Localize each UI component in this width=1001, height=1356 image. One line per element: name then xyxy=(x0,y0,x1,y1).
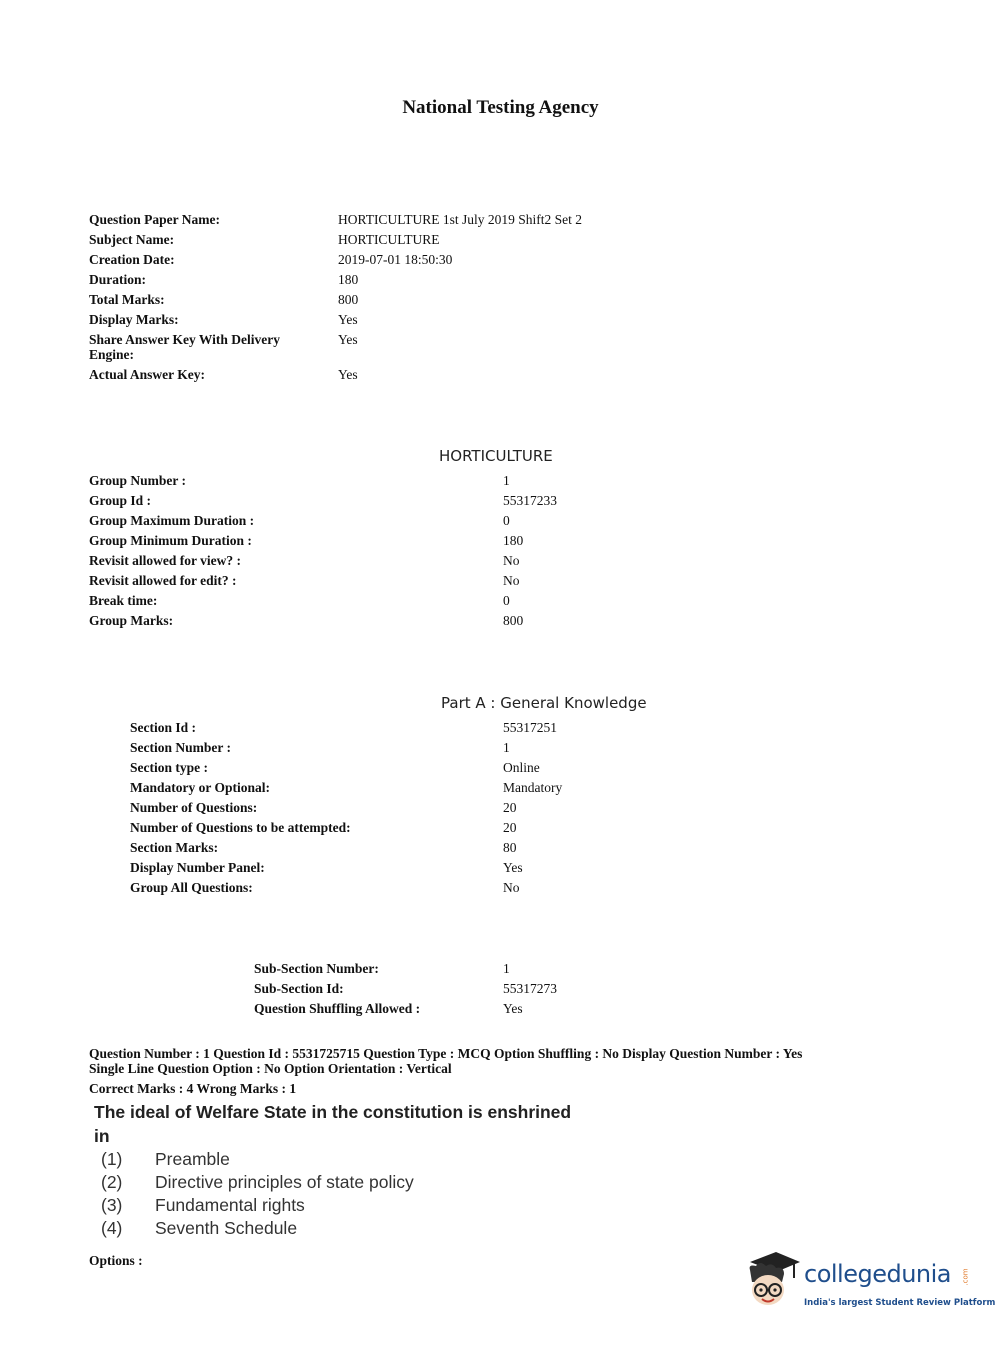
share-answer-key-value: Yes xyxy=(338,332,358,347)
num-questions-label: Number of Questions: xyxy=(130,800,258,815)
group-id-value: 55317233 xyxy=(503,493,557,508)
group-marks-label: Group Marks: xyxy=(89,613,174,628)
subsection-number-label: Sub-Section Number: xyxy=(254,961,379,976)
brand-suffix: .com xyxy=(961,1268,970,1286)
creation-date-value: 2019-07-01 18:50:30 xyxy=(338,252,453,267)
actual-answer-key-value: Yes xyxy=(338,367,358,382)
section-type-label: Section type : xyxy=(130,760,208,775)
break-time-value: 0 xyxy=(503,593,510,608)
question-text-line2: in xyxy=(94,1126,110,1146)
group-marks-value: 800 xyxy=(503,613,524,628)
section-number-value: 1 xyxy=(503,740,510,755)
group-max-duration-value: 0 xyxy=(503,513,510,528)
choice-number: (3) xyxy=(101,1195,123,1215)
choice-text: Fundamental rights xyxy=(155,1195,305,1215)
mandatory-label: Mandatory or Optional: xyxy=(130,780,271,795)
number-panel-label: Display Number Panel: xyxy=(130,860,265,875)
group-all-questions-value: No xyxy=(503,880,520,895)
section-id-label: Section Id : xyxy=(130,720,197,735)
actual-answer-key-label: Actual Answer Key: xyxy=(89,367,205,382)
display-marks-label: Display Marks: xyxy=(89,312,179,327)
section-number-label: Section Number : xyxy=(130,740,231,755)
duration-label: Duration: xyxy=(89,272,146,287)
section-marks-value: 80 xyxy=(503,840,517,855)
total-marks-value: 800 xyxy=(338,292,359,307)
group-min-duration-value: 180 xyxy=(503,533,524,548)
shuffling-label: Question Shuffling Allowed : xyxy=(254,1001,421,1016)
num-attempt-value: 20 xyxy=(503,820,517,835)
group-id-label: Group Id : xyxy=(89,493,152,508)
paper-name-value: HORTICULTURE 1st July 2019 Shift2 Set 2 xyxy=(338,212,582,227)
share-answer-key-label-cont: Engine: xyxy=(89,347,135,362)
section-type-value: Online xyxy=(503,760,540,775)
subsection-id-value: 55317273 xyxy=(503,981,557,996)
options-label: Options : xyxy=(89,1253,143,1268)
duration-value: 180 xyxy=(338,272,359,287)
total-marks-label: Total Marks: xyxy=(89,292,165,307)
section-id-value: 55317251 xyxy=(503,720,557,735)
group-number-value: 1 xyxy=(503,473,510,488)
mascot-logo-icon xyxy=(742,1248,802,1312)
number-panel-value: Yes xyxy=(503,860,523,875)
revisit-edit-value: No xyxy=(503,573,520,588)
group-number-label: Group Number : xyxy=(89,473,187,488)
section-heading: Part A : General Knowledge xyxy=(441,694,647,712)
mandatory-value: Mandatory xyxy=(503,780,563,795)
shuffling-value: Yes xyxy=(503,1001,523,1016)
choice-text: Seventh Schedule xyxy=(155,1218,298,1238)
revisit-view-value: No xyxy=(503,553,520,568)
question-text-line1: The ideal of Welfare State in the constitution is enshrined xyxy=(94,1102,572,1122)
paper-name-label: Question Paper Name: xyxy=(89,212,220,227)
num-attempt-label: Number of Questions to be attempted: xyxy=(130,820,351,835)
display-marks-value: Yes xyxy=(338,312,358,327)
revisit-view-label: Revisit allowed for view? : xyxy=(89,553,241,568)
section-marks-label: Section Marks: xyxy=(130,840,219,855)
share-answer-key-label: Share Answer Key With Delivery xyxy=(89,332,280,347)
choice-number: (2) xyxy=(101,1172,123,1192)
question-marks: Correct Marks : 4 Wrong Marks : 1 xyxy=(89,1081,297,1096)
question-meta-line2: Single Line Question Option : No Option Orientation : Vertical xyxy=(89,1061,452,1076)
choice-text: Directive principles of state policy xyxy=(155,1172,414,1192)
choice-number: (1) xyxy=(101,1149,123,1169)
subsection-number-value: 1 xyxy=(503,961,510,976)
choice-text: Preamble xyxy=(155,1149,230,1169)
break-time-label: Break time: xyxy=(89,593,158,608)
choice-number: (4) xyxy=(101,1218,123,1238)
subject-name-value: HORTICULTURE xyxy=(338,232,440,247)
creation-date-label: Creation Date: xyxy=(89,252,175,267)
num-questions-value: 20 xyxy=(503,800,517,815)
group-min-duration-label: Group Minimum Duration : xyxy=(89,533,252,548)
collegedunia-logo xyxy=(742,1246,996,1316)
subsection-id-label: Sub-Section Id: xyxy=(254,981,344,996)
group-all-questions-label: Group All Questions: xyxy=(130,880,253,895)
brand-tagline: India's largest Student Review Platform xyxy=(804,1298,996,1308)
brand-name: collegedunia xyxy=(804,1260,952,1288)
subject-name-label: Subject Name: xyxy=(89,232,175,247)
question-meta-line1: Question Number : 1 Question Id : 5531725715 Question Type : MCQ Option Shuffling : No Display Question Number : Yes xyxy=(89,1046,803,1061)
revisit-edit-label: Revisit allowed for edit? : xyxy=(89,573,237,588)
group-heading: HORTICULTURE xyxy=(439,447,553,465)
group-max-duration-label: Group Maximum Duration : xyxy=(89,513,255,528)
page-title: National Testing Agency xyxy=(402,97,599,118)
